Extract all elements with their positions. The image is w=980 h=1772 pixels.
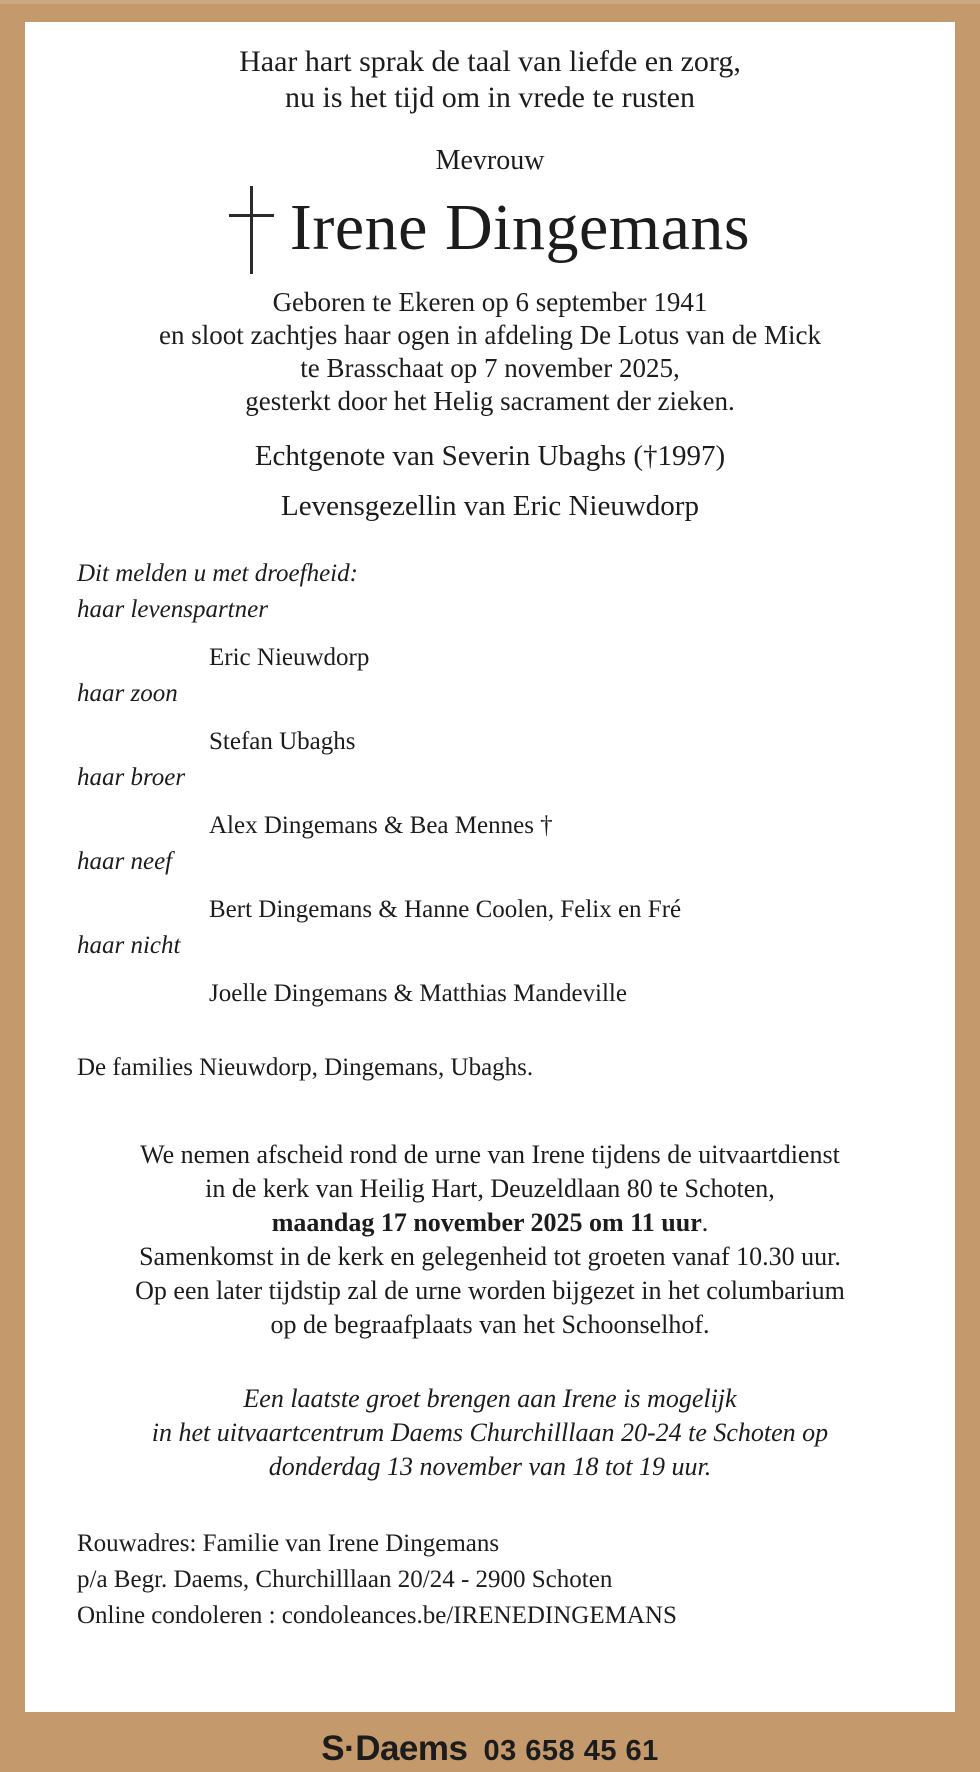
service-line-6: op de begraafplaats van het Schoonselhof.	[270, 1310, 710, 1339]
relation-label: haar nicht	[77, 932, 181, 959]
condolence-url-line[interactable]: Online condoleren : condoleances.be/IRENEDINGEMANS	[77, 1602, 677, 1629]
footer-logo-bar	[0, 1718, 980, 1772]
deceased-name-row	[43, 182, 927, 274]
verse-line-1: Haar hart sprak de taal van liefde en zorg,	[239, 45, 741, 78]
relation-label: haar broer	[77, 764, 186, 791]
spouse-line: Echtgenote van Severin Ubaghs (†1997)	[254, 440, 726, 472]
opening-verse	[53, 44, 927, 116]
farewell-line-1: Een laatste groet brengen aan Irene is mogelijk	[243, 1384, 737, 1413]
family-list	[53, 558, 927, 1010]
family-intro: Dit melden u met droefheid:	[77, 560, 358, 587]
footer-phone: 03 658 45 61	[483, 1735, 659, 1767]
relation-label: haar zoon	[77, 680, 178, 707]
relation-names: Bert Dingemans & Hanne Coolen, Felix en Fré	[209, 896, 682, 923]
service-line-2: in de kerk van Heilig Hart, Deuzeldlaan 80 te Schoten,	[205, 1174, 775, 1203]
relation-names: Alex Dingemans & Bea Mennes †	[209, 812, 553, 839]
service-details	[53, 1138, 927, 1342]
farewell-line-2: in het uitvaartcentrum Daems Churchilllaan 20-24 te Schoten op	[151, 1418, 829, 1447]
farewell-line-3: donderdag 13 november van 18 tot 19 uur.	[268, 1452, 712, 1481]
relation-names: Eric Nieuwdorp	[209, 644, 370, 671]
relation-label: haar neef	[77, 848, 173, 875]
farewell-block	[53, 1382, 927, 1484]
address-line-1: Rouwadres: Familie van Irene Dingemans	[77, 1530, 500, 1557]
relation-label: haar levenspartner	[77, 596, 268, 623]
deceased-name: Irene Dingemans	[289, 191, 751, 264]
birth-line: Geboren te Ekeren op 6 september 1941	[272, 287, 708, 317]
card-inner-panel	[25, 22, 955, 1712]
salutation: Mevrouw	[435, 145, 545, 176]
death-line-2: te Brasschaat op 7 november 2025,	[300, 353, 680, 383]
frame-top-hairline	[0, 0, 980, 4]
partner-line: Levensgezellin van Eric Nieuwdorp	[281, 490, 699, 522]
verse-line-2: nu is het tijd om in vrede te rusten	[285, 81, 695, 114]
sacrament-line: gesterkt door het Helig sacrament der zieken.	[245, 386, 735, 416]
service-line-4: Samenkomst in de kerk en gelegenheid tot groeten vanaf 10.30 uur.	[139, 1242, 841, 1271]
death-line-1: en sloot zachtjes haar ogen in afdeling De Lotus van de Mick	[158, 320, 822, 350]
mourning-address	[53, 1526, 927, 1634]
daems-logo: S·Daems	[321, 1729, 468, 1768]
service-datetime: maandag 17 november 2025 om 11 uur	[271, 1208, 702, 1237]
service-datetime-period: .	[701, 1208, 709, 1237]
service-line-1: We nemen afscheid rond de urne van Irene tijdens de uitvaartdienst	[140, 1140, 840, 1169]
lifespan-block	[53, 286, 927, 418]
service-line-5: Op een later tijdstip zal de urne worden bijgezet in het columbarium	[135, 1276, 845, 1305]
service-datetime-line	[53, 1206, 927, 1240]
latin-cross-icon	[220, 182, 282, 274]
families-line: De families Nieuwdorp, Dingemans, Ubaghs.	[77, 1054, 534, 1081]
relation-names: Joelle Dingemans & Matthias Mandeville	[209, 980, 627, 1007]
relation-names: Stefan Ubaghs	[209, 728, 356, 755]
address-line-2: p/a Begr. Daems, Churchilllaan 20/24 - 2900 Schoten	[77, 1566, 613, 1593]
